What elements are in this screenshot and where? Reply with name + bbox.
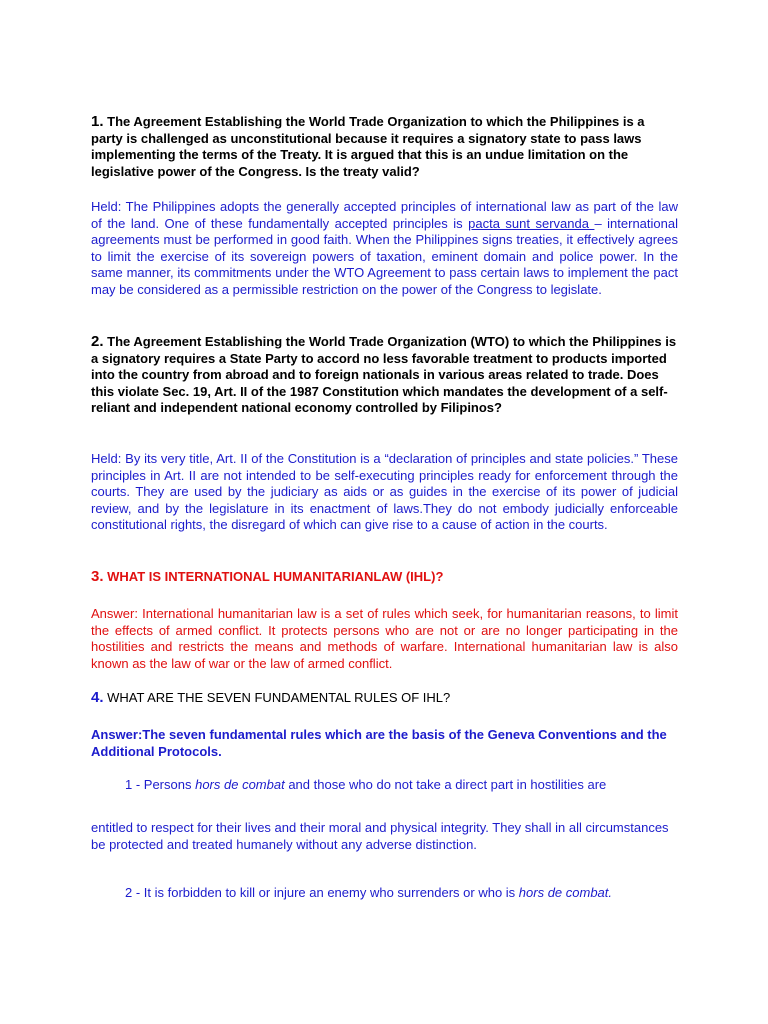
rule-1-cont-text: entitled to respect for their lives and their moral and physical integrity. They shall in all circumstances be protected and treated humanely without any adverse distinction. (91, 820, 669, 852)
answer-4-text: Answer:The seven fundamental rules which are the basis of the Geneva Conventions and the Additional Protocols. (91, 727, 667, 759)
question-1-number: 1. (91, 113, 104, 130)
rule-2-text-a: 2 - It is forbidden to kill or injure an enemy who surrenders or who is (125, 885, 519, 900)
rule-2-term: hors de combat. (518, 885, 613, 900)
rule-1-continuation (91, 820, 678, 853)
question-2 (91, 334, 678, 417)
question-1-text: The Agreement Establishing the World Trade Organization to which the Philippines is a party is challenged as unconstitutional because it requires a signatory state to pass laws implementing the terms of the Treaty. It is argued that this is an undue limitation on the legislative power of the Congress. Is the treaty valid? (91, 114, 645, 179)
held-1-text-b: – international agreements must be performed in good faith. When the Philippines signs treaties, it effectively agrees to limit the exercise of its sovereign powers of taxation, eminent domain and police power. In the same manner, its commitments under the WTO Agreement to pass certain laws to implement the pact may be considered as a permissible restriction on the power of the Congress to legislate. (91, 215, 678, 297)
question-3-number: 3. (91, 568, 104, 585)
held-2-text: Held: By its very title, Art. II of the Constitution is a “declaration of principles and state policies.” These principles in Art. II are not intended to be self-executing principles ready for enforcement through the courts. They are used by the judiciary as aids or as guides in the exercise of its power of judicial review, and by the legislature in its enactment of laws.They do not embody judicially enforceable constitutional rights, the disregard of which can give rise to a cause of action in the courts. (91, 451, 678, 532)
held-1-term: pacta sunt servanda (468, 215, 595, 231)
answer-3-text: Answer: International humanitarian law is a set of rules which seek, for humanitarian reasons, to limit the effects of armed conflict. It protects persons who are not or are no longer participating in the hostilities and restricts the means and methods of warfare. International humanitarian law is also known as the law of war or the law of armed conflict. (91, 606, 678, 671)
question-4 (91, 690, 678, 707)
rule-1-text-a: 1 - Persons (125, 777, 196, 792)
held-1-text-a: Held: The Philippines adopts the generally accepted principles of international law as part of the law of the land. One of these fundamentally accepted principles is (91, 199, 678, 231)
rule-2-line (125, 885, 685, 902)
answer-3 (91, 606, 678, 672)
question-2-text: The Agreement Establishing the World Trade Organization (WTO) to which the Philippines is a signatory requires a State Party to accord no less favorable treatment to products imported into the country from abroad and to foreign nationals in various areas related to trade. Does this violate Sec. 19, Art. II of the 1987 Constitution which mandates the development of a self-reliant and independent national economy controlled by Filipinos? (91, 334, 677, 415)
question-4-number: 4. (91, 689, 104, 706)
rule-1-text-b: and those who do not take a direct part in hostilities are (284, 777, 607, 792)
held-2 (91, 451, 678, 534)
question-2-number: 2. (91, 333, 104, 350)
held-1 (91, 199, 678, 298)
question-3 (91, 569, 678, 586)
rule-1-line (125, 777, 685, 794)
rule-1-term: hors de combat (195, 777, 285, 792)
answer-4 (91, 727, 678, 760)
question-1 (91, 114, 678, 180)
question-4-text: WHAT ARE THE SEVEN FUNDAMENTAL RULES OF IHL? (103, 690, 451, 705)
question-3-text: WHAT IS INTERNATIONAL HUMANITARIANLAW (IHL)? (103, 569, 444, 584)
